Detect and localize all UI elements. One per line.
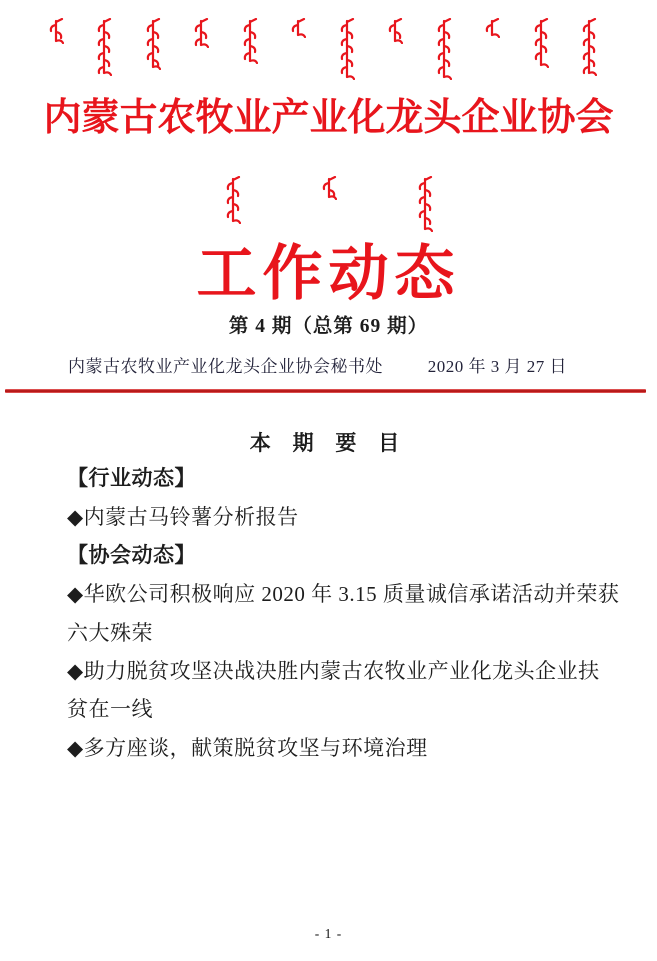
mongolian-glyph-icon: [193, 18, 209, 48]
page-number: - 1 -: [314, 926, 343, 941]
toc-section-header: 【行业动态】: [67, 467, 196, 490]
bulletin-title: 工作动态: [196, 241, 461, 307]
toc-item-continuation: 贫在一线: [67, 697, 153, 722]
publisher-line: [68, 352, 567, 377]
mongolian-glyph-icon: [533, 18, 549, 68]
org-title: 内蒙古农牧业产业化龙头企业协会: [43, 97, 614, 139]
mongolian-glyph-icon: [581, 18, 597, 76]
publisher-name: 内蒙古农牧业产业化龙头企业协会秘书处: [68, 357, 383, 376]
issue-number: 第 4 期（总第 69 期）: [228, 316, 429, 337]
mongolian-glyph-icon: [387, 18, 403, 44]
issue-date: 2020 年 3 月 27 日: [427, 357, 567, 376]
toc-item-continuation: 六大殊荣: [67, 620, 153, 645]
mongolian-glyph-icon: [417, 176, 433, 232]
toc-item: ◆助力脱贫攻坚决战决胜内蒙古农牧业产业化龙头企业扶: [67, 659, 600, 684]
toc-heading: 本 期 要 目: [249, 432, 408, 455]
toc-item: ◆内蒙古马铃薯分析报告: [67, 505, 299, 530]
toc-section-header: 【协会动态】: [67, 543, 196, 567]
toc: [67, 460, 620, 767]
mongolian-glyph-icon: [436, 18, 452, 80]
mongolian-glyph-icon: [321, 176, 337, 200]
mongolian-glyph-icon: [96, 18, 112, 76]
mongolian-script-top-icon: [48, 18, 597, 88]
divider-rule: [5, 389, 646, 393]
toc-item: ◆多方座谈，献策脱贫攻坚与环境治理: [67, 735, 428, 760]
mongolian-glyph-icon: [339, 18, 355, 80]
mongolian-glyph-icon: [48, 18, 64, 44]
mongolian-glyph-icon: [484, 18, 500, 38]
mongolian-glyph-icon: [225, 176, 241, 224]
mongolian-glyph-icon: [145, 18, 161, 70]
toc-item: ◆华欧公司积极响应 2020 年 3.15 质量诚信承诺活动并荣获: [67, 582, 620, 607]
mongolian-glyph-icon: [290, 18, 306, 38]
mongolian-glyph-icon: [242, 18, 258, 64]
